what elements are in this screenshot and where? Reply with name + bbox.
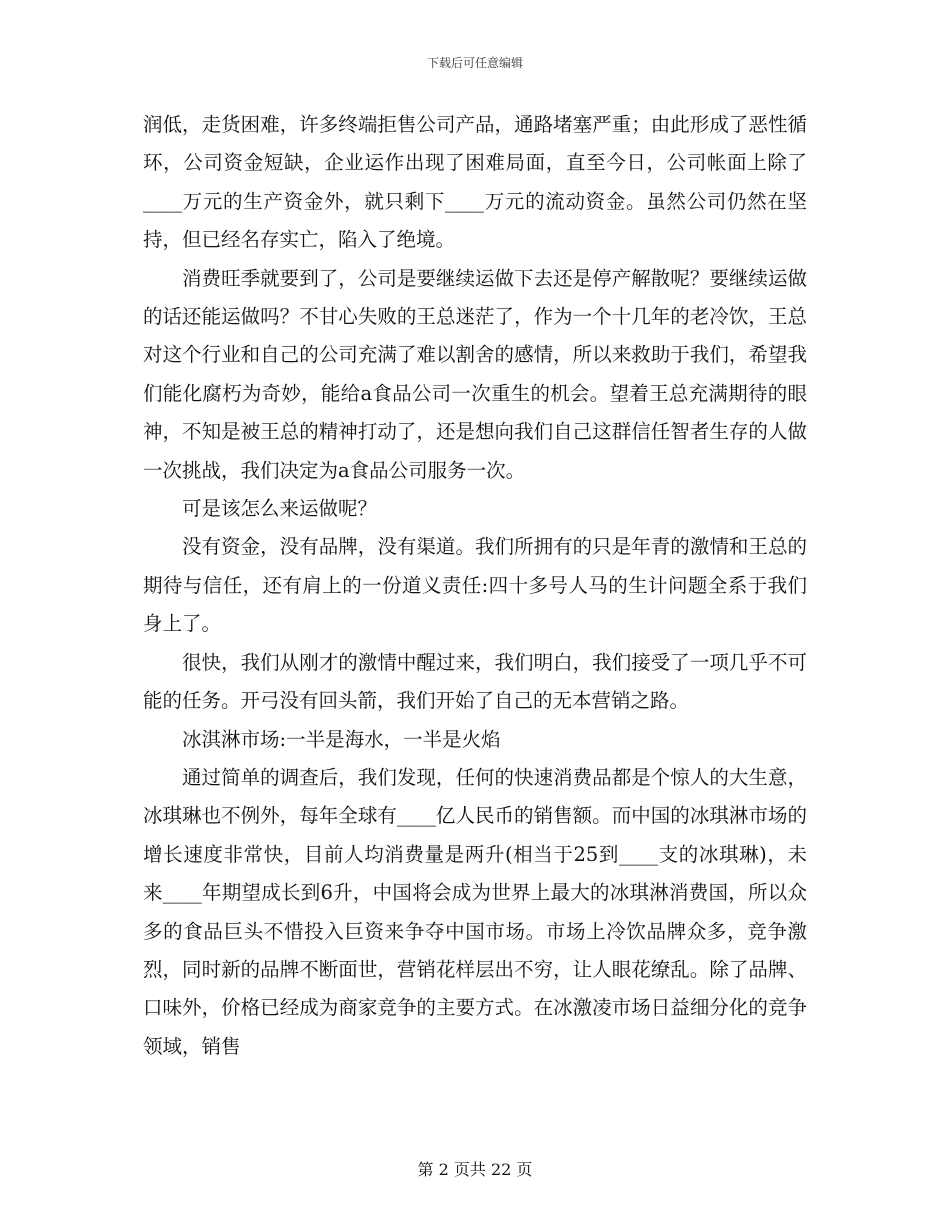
page-header: 下载后可任意编辑: [426, 56, 523, 70]
paragraph: 很快，我们从刚才的激情中醒过来，我们明白，我们接受了一项几乎不可能的任务。开弓没有回头箭，我们开始了自己的无本营销之路。: [143, 650, 807, 713]
document-body: [143, 106, 807, 1066]
paragraph: 没有资金，没有品牌，没有渠道。我们所拥有的只是年青的激情和王总的期待与信任，还有肩上的一份道义责任:四十多号人马的生计问题全系于我们身上了。: [143, 535, 807, 636]
section-heading: 冰淇淋市场:一半是海水，一半是火焰: [182, 727, 501, 751]
paragraph-continuation: 润低，走货困难，许多终端拒售公司产品，通路堵塞严重；由此形成了恶性循环，公司资金短缺，企业运作出现了困难局面，直至今日，公司帐面上除了____万元的生产资金外，就只剩下____万元的流动资金。虽然公司仍然在坚持，但已经名存实亡，陷入了绝境。: [143, 113, 807, 252]
page-number: 第 2 页共 22 页: [417, 1160, 533, 1179]
paragraph: 通过简单的调查后，我们发现，任何的快速消费品都是个惊人的大生意，冰琪琳也不例外，每年全球有____亿人民币的销售额。而中国的冰琪淋市场的增长速度非常快，目前人均消费量是两升(相当于25到____支的冰琪琳)，未来____年期望成长到6升，中国将会成为世界上最大的冰琪淋消费国，所以众多的食品巨头不惜投入巨资来争夺中国市场。市场上冷饮品牌众多，竞争激烈，同时新的品牌不断面世，营销花样层出不穷，让人眼花缭乱。除了品牌、口味外，价格已经成为商家竞争的主要方式。在冰激凌市场日益细分化的竞争领域，销售: [143, 765, 807, 1058]
paragraph: 可是该怎么来运做呢？: [182, 497, 378, 521]
paragraph: 消费旺季就要到了，公司是要继续运做下去还是停产解散呢？要继续运做的话还能运做吗？不甘心失败的王总迷茫了，作为一个十几年的老冷饮，王总对这个行业和自己的公司充满了难以割舍的感情，所以来救助于我们，希望我们能化腐朽为奇妙，能给a食品公司一次重生的机会。望着王总充满期待的眼神，不知是被王总的精神打动了，还是想向我们自己这群信任智者生存的人做一次挑战，我们决定为a食品公司服务一次。: [143, 266, 807, 482]
